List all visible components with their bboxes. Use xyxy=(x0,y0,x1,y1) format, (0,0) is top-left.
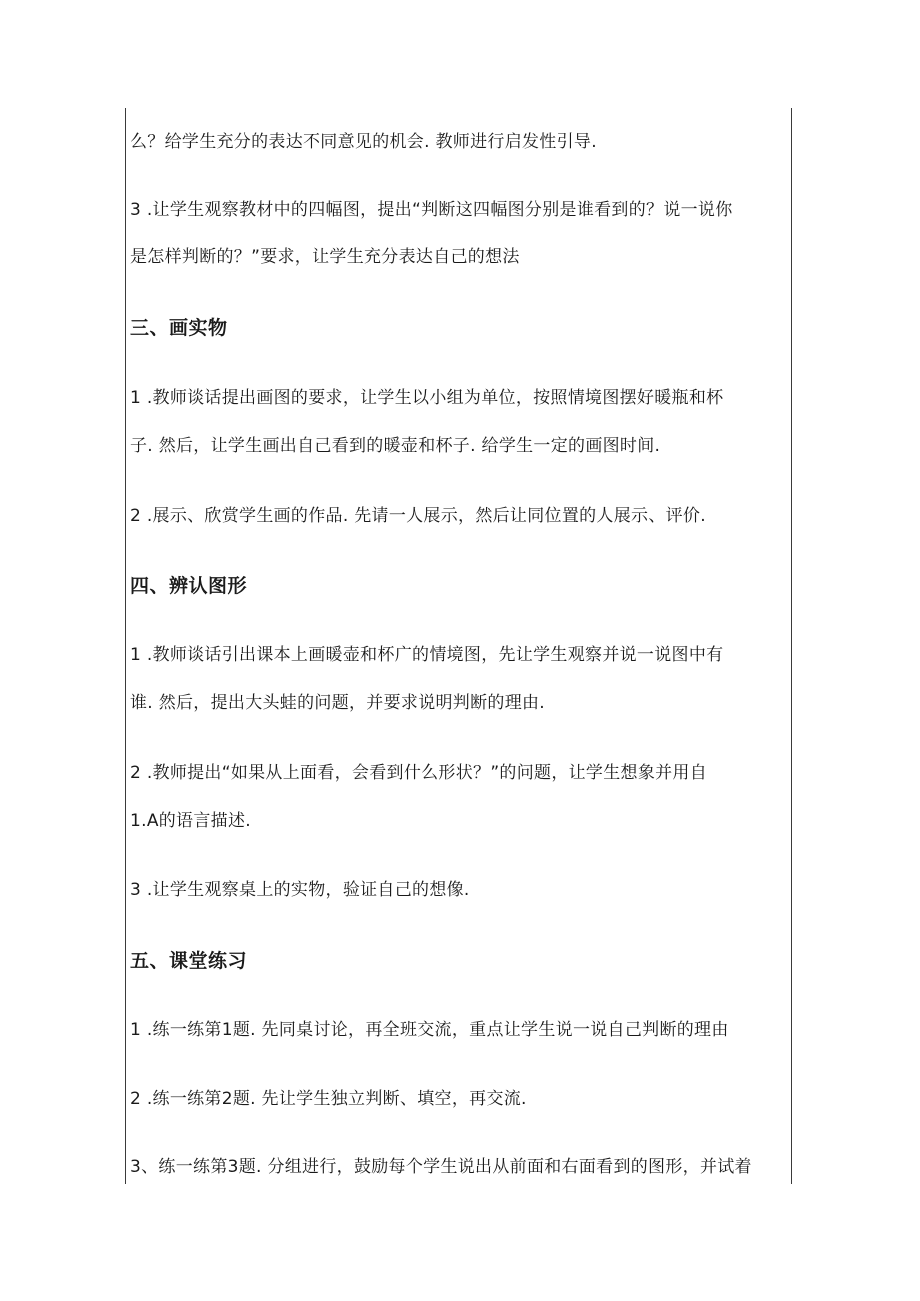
text-line: 1 .练一练第1题. 先同桌讨论，再全班交流，重点让学生说一说自己判断的理由 xyxy=(130,1020,729,1040)
text-line: 是怎样判断的？”要求，让学生充分表达自己的想法 xyxy=(130,247,520,267)
section-heading: 三、画实物 xyxy=(130,317,228,339)
text-line: 2 .教师提出“如果从上面看，会看到什么形状？”的问题，让学生想象并用自 xyxy=(130,763,708,783)
text-line: 1 .教师谈话引出课本上画暖壶和杯广的情境图，先让学生观察并说一说图中有 xyxy=(130,645,724,665)
text-line: 2 .展示、欣赏学生画的作品. 先请一人展示，然后让同位置的人展示、评价. xyxy=(130,506,706,526)
text-line: 1 .教师谈话提出画图的要求，让学生以小组为单位，按照情境图摆好暖瓶和杯 xyxy=(130,388,724,408)
section-heading: 四、辨认图形 xyxy=(130,575,248,597)
text-line: 3、练一练第3题. 分组进行，鼓励每个学生说出从前面和右面看到的图形，并试着 xyxy=(130,1157,752,1177)
text-line: 1.A的语言描述. xyxy=(130,811,251,831)
text-line: 子. 然后，让学生画出自己看到的暖壶和杯子. 给学生一定的画图时间. xyxy=(130,436,661,456)
text-line: 2 .练一练第2题. 先让学生独立判断、填空，再交流. xyxy=(130,1089,527,1109)
text-line: 3 .让学生观察教材中的四幅图，提出“判断这四幅图分别是谁看到的？说一说你 xyxy=(130,200,733,220)
section-heading: 五、课堂练习 xyxy=(130,950,248,972)
text-line: 么？给学生充分的表达不同意见的机会. 教师进行启发性引导. xyxy=(130,132,597,152)
text-line: 谁. 然后，提出大头蛙的问题，并要求说明判断的理由. xyxy=(130,693,546,713)
text-line: 3 .让学生观察桌上的实物，验证自己的想像. xyxy=(130,880,470,900)
